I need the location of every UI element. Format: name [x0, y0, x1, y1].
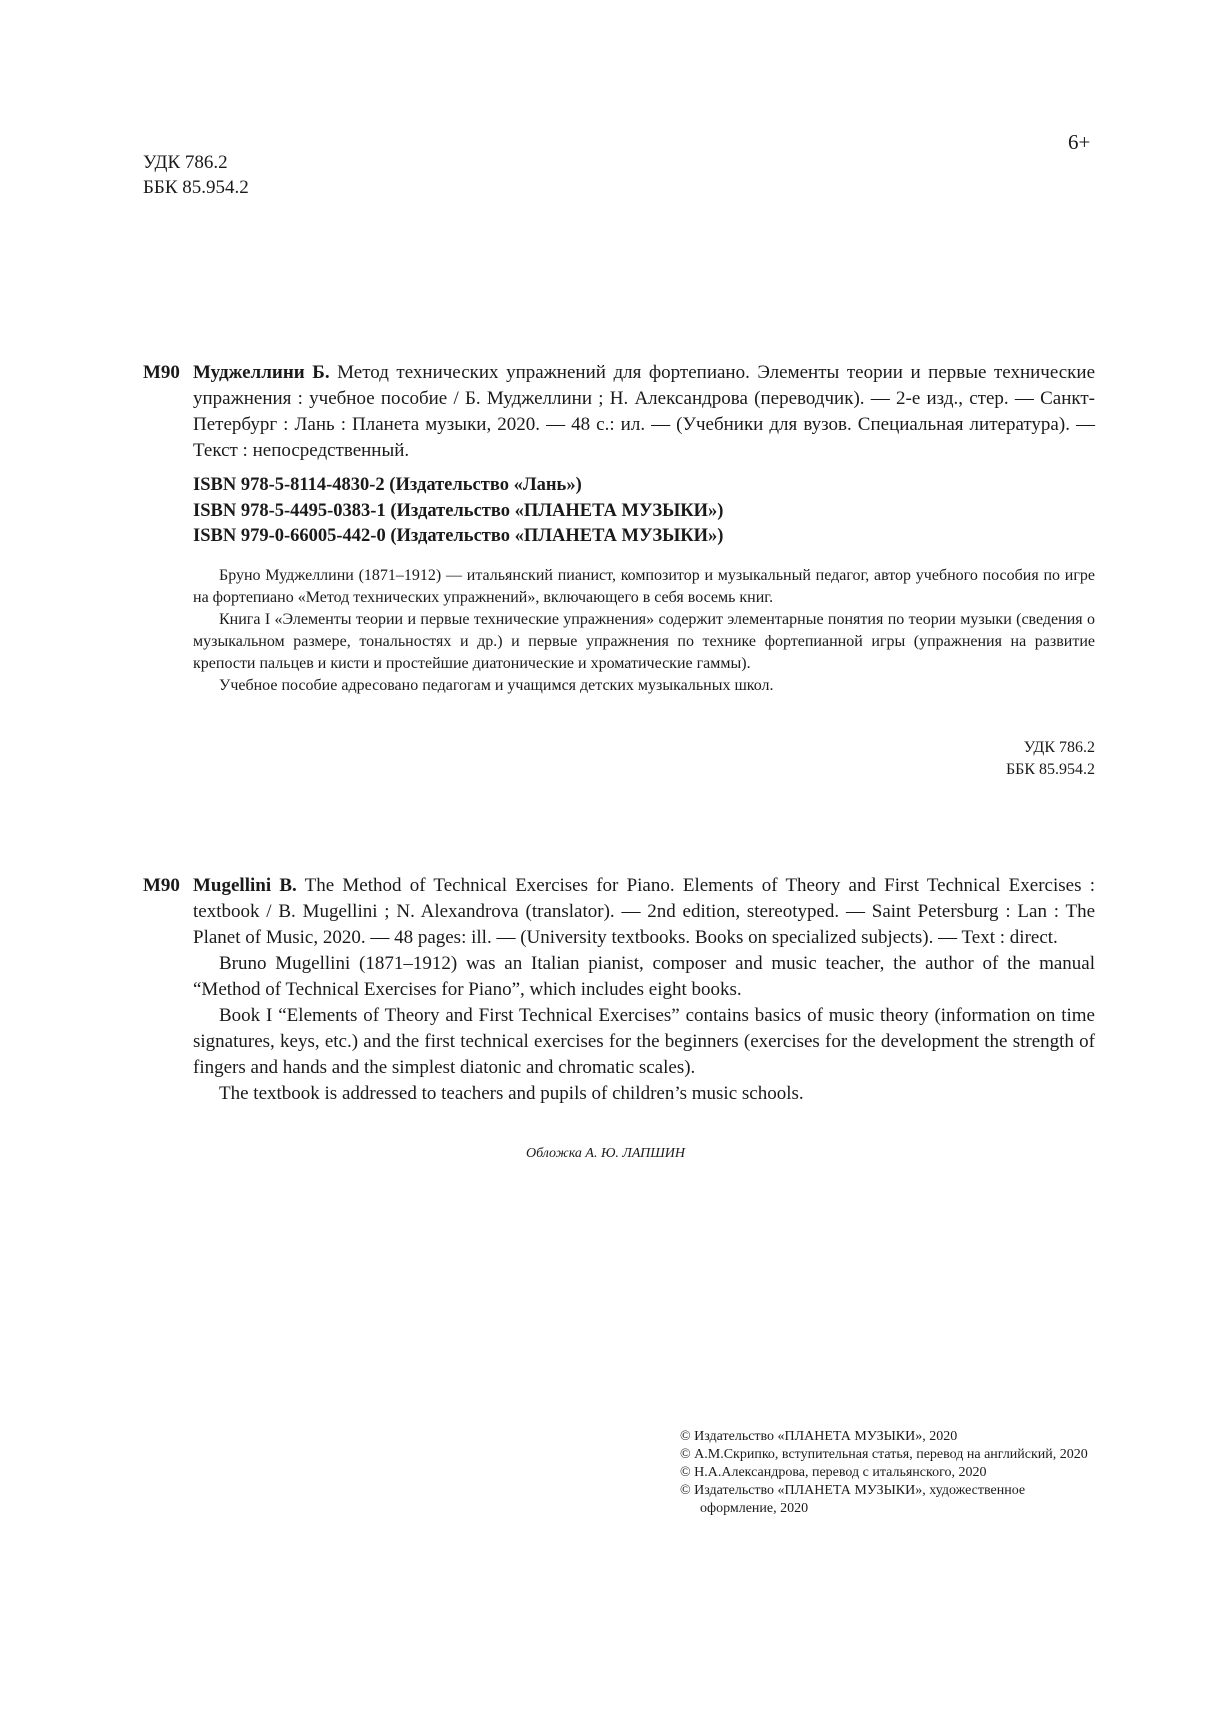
isbn-planeta-1: ISBN 978-5-4495-0383-1 (Издательство «ПЛАНЕТА МУЗЫКИ») [193, 500, 724, 521]
copyright-line: © Издательство «ПЛАНЕТА МУЗЫКИ», художественное оформление, 2020 [680, 1483, 1026, 1516]
cover-credit: Обложка А. Ю. ЛАПШИН [525, 1146, 686, 1161]
en-annotation-paragraph: The textbook is addressed to teachers and pupils of children’s music schools. [219, 1083, 804, 1104]
ru-bbk: ББК 85.954.2 [1005, 761, 1095, 778]
isbn-lan: ISBN 978-5-8114-4830-2 (Издательство «Лань») [193, 475, 582, 495]
en-author-code: М90 [143, 875, 180, 896]
en-description: The Method of Technical Exercises for Piano. Elements of Theory and First Technical Exercises : textbook / B. Mugellini ; N. Alexandrova (translator). — 2nd edition, stereotyped. — Saint Petersburg : Lan : The Planet of Music, 2020. — 48 pages: ill. — (University textbooks. Books on specialized subjects). — Text : direct. [193, 875, 1095, 948]
isbn-list [193, 473, 723, 550]
ru-annotation [193, 565, 1095, 697]
age-rating: 6+ [1068, 130, 1091, 154]
ru-annotation-paragraph: Книга I «Элементы теории и первые технические упражнения» содержит элементарные понятия по теории музыки (сведения о музыкальном размере, тональностях и др.) и первые упражнения по технике фортепианной игры (упражнения на развитие крепости пальцев и кисти и простейшие диатонические и хроматические гаммы). [193, 611, 1095, 672]
ru-annotation-paragraph: Учебное пособие адресовано педагогам и учащимся детских музыкальных школ. [219, 677, 774, 694]
ru-description: Метод технических упражнений для фортепиано. Элементы теории и первые технические упражнения : учебное пособие / Б. Муджеллини ; Н. Александрова (переводчик). — 2-е изд., стер. — Санкт-Петербург : Лань : Планета музыки, 2020. — 48 с.: ил. — (Учебники для вузов. Специальная литература). — Текст : непосредственный. [193, 362, 1096, 461]
ru-annotation-paragraph: Бруно Муджеллини (1871–1912) — итальянский пианист, композитор и музыкальный педагог, автор учебного пособия по игре на фортепиано «Метод технических упражнений», включающего в себя восемь книг. [193, 567, 1095, 606]
header-udk: УДК 786.2 [143, 152, 228, 173]
ru-description-block [193, 360, 1095, 464]
ru-author: Муджеллини Б. [193, 362, 330, 383]
isbn-planeta-2: ISBN 979-0-66005-442-0 (Издательство «ПЛАНЕТА МУЗЫКИ») [193, 526, 724, 546]
en-description-block [193, 873, 1095, 951]
en-author: Mugellini B. [193, 875, 297, 896]
header-bbk: ББК 85.954.2 [143, 177, 249, 198]
copyright-line: © А.М.Скрипко, вступительная статья, перевод на английский, 2020 [680, 1447, 1088, 1462]
copyright-line: © Издательство «ПЛАНЕТА МУЗЫКИ», 2020 [680, 1429, 958, 1444]
header-classification [143, 150, 249, 200]
en-annotation [193, 951, 1095, 1107]
copyright-line: © Н.А.Александрова, перевод с итальянского, 2020 [680, 1465, 987, 1480]
copyright-block [680, 1428, 1100, 1518]
en-annotation-paragraph: Bruno Mugellini (1871–1912) was an Italian pianist, composer and music teacher, the author of the manual “Method of Technical Exercises for Piano”, which includes eight books. [193, 953, 1095, 1000]
ru-classification [1006, 737, 1095, 781]
en-bibliographic-entry [143, 873, 1095, 1107]
ru-udk: УДК 786.2 [1023, 739, 1095, 756]
en-annotation-paragraph: Book I “Elements of Theory and First Technical Exercises” contains basics of music theory (information on time signatures, keys, etc.) and the first technical exercises for the beginners (exercises for the development the strength of fingers and hands and the simplest diatonic and chromatic scales). [193, 1005, 1095, 1078]
ru-author-code: М90 [143, 362, 180, 383]
ru-bibliographic-entry [143, 360, 1095, 464]
